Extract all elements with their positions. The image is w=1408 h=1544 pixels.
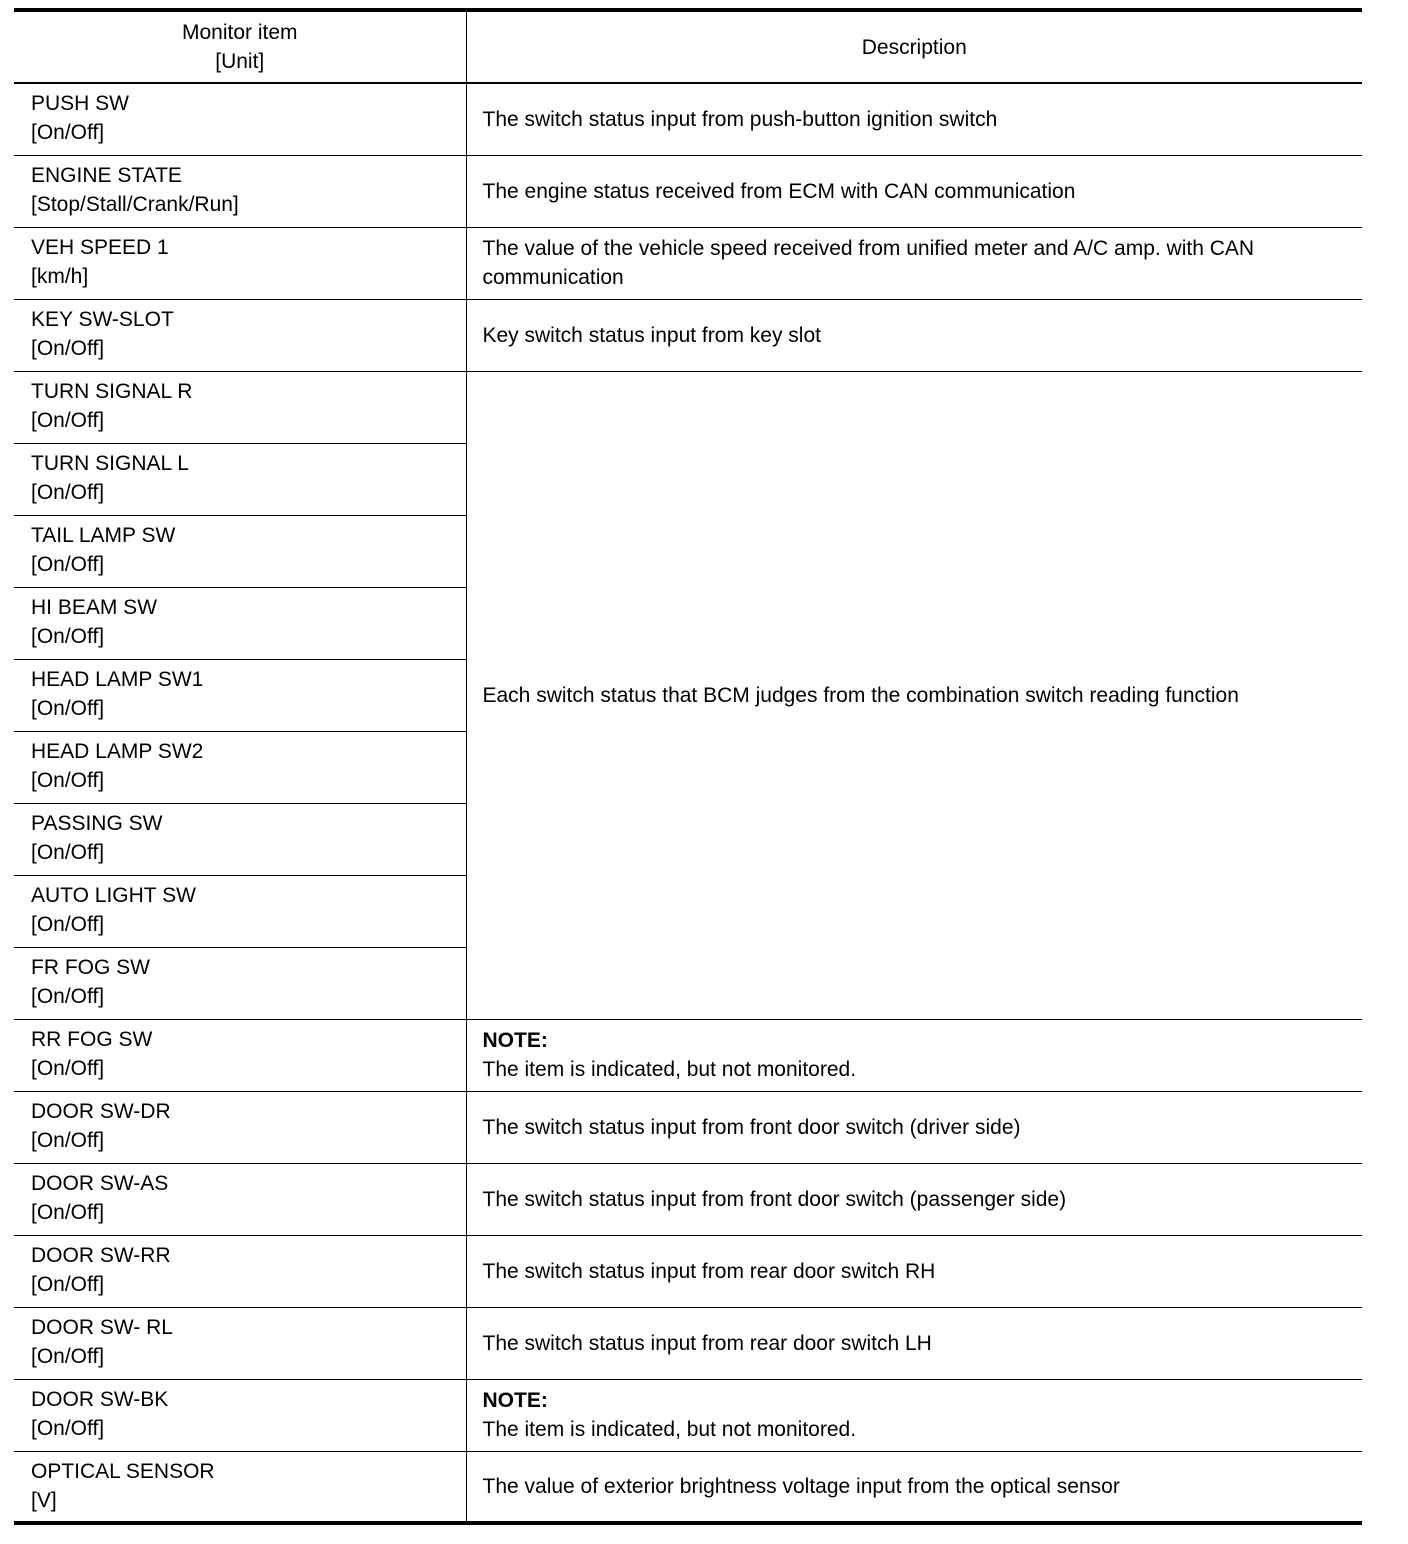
- note-label: NOTE:: [482, 1029, 548, 1052]
- monitor-item-cell: [14, 83, 466, 155]
- monitor-item-name: TURN SIGNAL R: [31, 379, 193, 403]
- table-row: [14, 1091, 1362, 1163]
- table-row: [14, 1019, 1362, 1091]
- monitor-item-name: DOOR SW-DR: [31, 1099, 171, 1123]
- monitor-item-cell: [14, 1451, 466, 1523]
- monitor-item-cell: [14, 731, 466, 803]
- table-row: [14, 1163, 1362, 1235]
- monitor-item-cell: [14, 515, 466, 587]
- monitor-item-cell: [14, 803, 466, 875]
- monitor-item-cell: [14, 1379, 466, 1451]
- monitor-item-name: DOOR SW-BK: [31, 1387, 169, 1411]
- combination-switch-description-cell: Each switch status that BCM judges from the combination switch reading function: [466, 371, 1362, 1019]
- description-cell: [466, 1019, 1362, 1091]
- monitor-item-cell: [14, 1307, 466, 1379]
- table-row: [14, 1451, 1362, 1523]
- note-text: The item is indicated, but not monitored.: [482, 1418, 857, 1441]
- monitor-item-unit: [On/Off]: [31, 840, 105, 864]
- description-cell: The engine status received from ECM with CAN communication: [466, 155, 1362, 227]
- monitor-item-unit: [On/Off]: [31, 480, 105, 504]
- monitor-item-unit: [On/Off]: [31, 912, 105, 936]
- monitor-item-cell: [14, 1091, 466, 1163]
- monitor-item-name: DOOR SW-AS: [31, 1171, 169, 1195]
- monitor-item-cell: [14, 1163, 466, 1235]
- monitor-item-unit: [On/Off]: [31, 1128, 105, 1152]
- monitor-item-unit: [On/Off]: [31, 1272, 105, 1296]
- monitor-item-unit: [On/Off]: [31, 336, 105, 360]
- monitor-item-unit: [On/Off]: [31, 1056, 105, 1080]
- table-row: [14, 83, 1362, 155]
- description-cell: The value of the vehicle speed received from unified meter and A/C amp. with CAN communication: [466, 227, 1362, 299]
- monitor-item-name: FR FOG SW: [31, 955, 150, 979]
- description-cell: Key switch status input from key slot: [466, 299, 1362, 371]
- description-cell: [466, 1379, 1362, 1451]
- table-row: [14, 371, 1362, 443]
- monitor-item-name: VEH SPEED 1: [31, 235, 169, 259]
- monitor-item-unit: [On/Off]: [31, 696, 105, 720]
- monitor-item-name: KEY SW-SLOT: [31, 307, 174, 331]
- monitor-item-cell: [14, 371, 466, 443]
- monitor-item-name: HEAD LAMP SW2: [31, 739, 204, 763]
- description-cell: The switch status input from rear door switch LH: [466, 1307, 1362, 1379]
- monitor-item-name: OPTICAL SENSOR: [31, 1459, 215, 1483]
- table-row: [14, 155, 1362, 227]
- monitor-item-unit: [Stop/Stall/Crank/Run]: [31, 192, 239, 216]
- monitor-item-cell: [14, 227, 466, 299]
- header-monitor-item: [14, 10, 466, 83]
- monitor-item-cell: [14, 299, 466, 371]
- table-row: [14, 1307, 1362, 1379]
- monitor-item-name: HI BEAM SW: [31, 595, 158, 619]
- monitor-item-name: DOOR SW-RR: [31, 1243, 171, 1267]
- monitor-item-table: [14, 8, 1362, 1525]
- table-header-row: [14, 10, 1362, 83]
- monitor-item-name: DOOR SW- RL: [31, 1315, 173, 1339]
- monitor-item-unit: [On/Off]: [31, 1416, 105, 1440]
- description-cell: The switch status input from rear door switch RH: [466, 1235, 1362, 1307]
- monitor-item-unit: [On/Off]: [31, 624, 105, 648]
- monitor-item-unit: [On/Off]: [31, 1200, 105, 1224]
- monitor-item-name: RR FOG SW: [31, 1027, 153, 1051]
- description-cell: The switch status input from front door switch (driver side): [466, 1091, 1362, 1163]
- monitor-item-cell: [14, 1019, 466, 1091]
- monitor-item-name: PUSH SW: [31, 92, 130, 115]
- table-row: [14, 1235, 1362, 1307]
- description-cell: The switch status input from push-button ignition switch: [466, 83, 1362, 155]
- table-row: [14, 227, 1362, 299]
- monitor-item-cell: [14, 947, 466, 1019]
- monitor-item-cell: [14, 659, 466, 731]
- monitor-item-cell: [14, 1235, 466, 1307]
- table-row: [14, 299, 1362, 371]
- note-label: NOTE:: [482, 1389, 548, 1412]
- monitor-item-unit: [km/h]: [31, 264, 89, 288]
- monitor-item-name: TAIL LAMP SW: [31, 523, 176, 547]
- header-monitor-item-label: Monitor item: [181, 21, 298, 44]
- monitor-item-unit: [On/Off]: [31, 552, 105, 576]
- monitor-item-name: HEAD LAMP SW1: [31, 667, 204, 691]
- monitor-item-cell: [14, 443, 466, 515]
- monitor-item-name: PASSING SW: [31, 811, 163, 835]
- monitor-item-name: TURN SIGNAL L: [31, 451, 189, 475]
- header-description: Description: [466, 10, 1362, 83]
- header-unit-label: [Unit]: [215, 50, 265, 73]
- monitor-item-unit: [V]: [31, 1488, 57, 1512]
- monitor-item-cell: [14, 875, 466, 947]
- monitor-item-unit: [On/Off]: [31, 121, 105, 144]
- monitor-item-unit: [On/Off]: [31, 768, 105, 792]
- monitor-item-unit: [On/Off]: [31, 984, 105, 1008]
- monitor-item-cell: [14, 587, 466, 659]
- monitor-item-cell: [14, 155, 466, 227]
- monitor-item-unit: [On/Off]: [31, 1344, 105, 1368]
- monitor-item-unit: [On/Off]: [31, 408, 105, 432]
- monitor-item-name: ENGINE STATE: [31, 163, 182, 187]
- description-cell: The value of exterior brightness voltage input from the optical sensor: [466, 1451, 1362, 1523]
- table-row: [14, 1379, 1362, 1451]
- monitor-item-name: AUTO LIGHT SW: [31, 883, 196, 907]
- description-cell: The switch status input from front door switch (passenger side): [466, 1163, 1362, 1235]
- note-text: The item is indicated, but not monitored.: [482, 1058, 857, 1081]
